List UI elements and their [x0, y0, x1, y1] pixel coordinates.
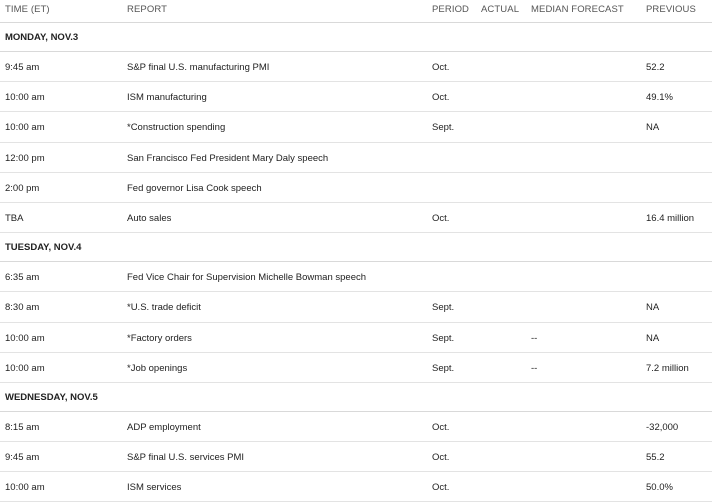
table-row [0, 262, 712, 292]
cell-previous: -32,000 [646, 421, 679, 433]
table-row [0, 442, 712, 472]
cell-median: -- [531, 362, 538, 374]
cell-period: Sept. [432, 302, 455, 314]
cell-previous: 50.0% [646, 482, 673, 494]
cell-report: *U.S. trade deficit [127, 302, 201, 314]
cell-report: Fed governor Lisa Cook speech [127, 182, 262, 194]
column-header-time: TIME (ET) [5, 4, 50, 15]
cell-period: Oct. [432, 452, 450, 464]
cell-time: 10:00 am [5, 332, 45, 344]
cell-time: 10:00 am [5, 122, 45, 134]
cell-period: Oct. [432, 62, 450, 73]
cell-previous: NA [646, 332, 660, 344]
cell-previous: 55.2 [646, 452, 665, 464]
column-header-median-forecast: MEDIAN FORECAST [531, 4, 624, 15]
cell-period: Sept. [432, 122, 455, 134]
cell-time: 8:15 am [5, 421, 40, 433]
cell-report: ISM services [127, 482, 182, 494]
day-header-tuesday [0, 233, 712, 262]
day-header-wednesday [0, 383, 712, 412]
cell-report: *Construction spending [127, 122, 226, 134]
cell-period: Oct. [432, 92, 450, 104]
cell-time: TBA [5, 212, 24, 224]
cell-period: Oct. [432, 482, 450, 494]
cell-median: -- [531, 332, 538, 344]
table-row [0, 173, 712, 203]
column-header-actual: ACTUAL [481, 4, 520, 15]
column-header-previous: PREVIOUS [646, 4, 696, 15]
cell-time: 12:00 pm [5, 152, 45, 164]
cell-previous: NA [646, 122, 660, 134]
cell-period: Sept. [432, 332, 455, 344]
cell-time: 10:00 am [5, 92, 45, 104]
cell-report: Auto sales [127, 212, 172, 224]
cell-time: 2:00 pm [5, 182, 40, 194]
table-row [0, 323, 712, 353]
cell-report: S&P final U.S. manufacturing PMI [127, 62, 270, 73]
cell-time: 10:00 am [5, 482, 45, 494]
table-row [0, 112, 712, 142]
cell-report: San Francisco Fed President Mary Daly speech [127, 152, 329, 164]
cell-previous: 52.2 [646, 62, 665, 73]
cell-time: 6:35 am [5, 272, 40, 284]
day-header-monday [0, 23, 712, 52]
cell-report: ISM manufacturing [127, 92, 207, 104]
day-label: MONDAY, NOV.3 [5, 32, 79, 43]
table-row [0, 82, 712, 112]
cell-previous: NA [646, 302, 660, 314]
table-row [0, 143, 712, 173]
table-row [0, 472, 712, 502]
table-header [0, 0, 712, 23]
cell-time: 8:30 am [5, 302, 40, 314]
cell-time: 9:45 am [5, 452, 40, 464]
cell-time: 9:45 am [5, 62, 40, 73]
day-label: WEDNESDAY, NOV.5 [5, 391, 98, 403]
cell-previous: 16.4 million [646, 212, 695, 224]
table-row [0, 412, 712, 442]
cell-report: ADP employment [127, 421, 201, 433]
cell-report: *Job openings [127, 362, 188, 374]
table-row [0, 353, 712, 383]
column-header-report: REPORT [127, 4, 168, 15]
cell-time: 10:00 am [5, 362, 45, 374]
column-header-period: PERIOD [432, 4, 470, 15]
table-row [0, 52, 712, 82]
cell-previous: 49.1% [646, 92, 673, 104]
cell-period: Oct. [432, 212, 450, 224]
cell-report: *Factory orders [127, 332, 192, 344]
cell-period: Sept. [432, 362, 455, 374]
table-row [0, 203, 712, 233]
cell-report: S&P final U.S. services PMI [127, 452, 245, 464]
table-row [0, 292, 712, 322]
day-label: TUESDAY, NOV.4 [5, 242, 82, 254]
cell-period: Oct. [432, 421, 450, 433]
cell-previous: 7.2 million [646, 362, 689, 374]
cell-report: Fed Vice Chair for Supervision Michelle Bowman speech [127, 272, 367, 284]
